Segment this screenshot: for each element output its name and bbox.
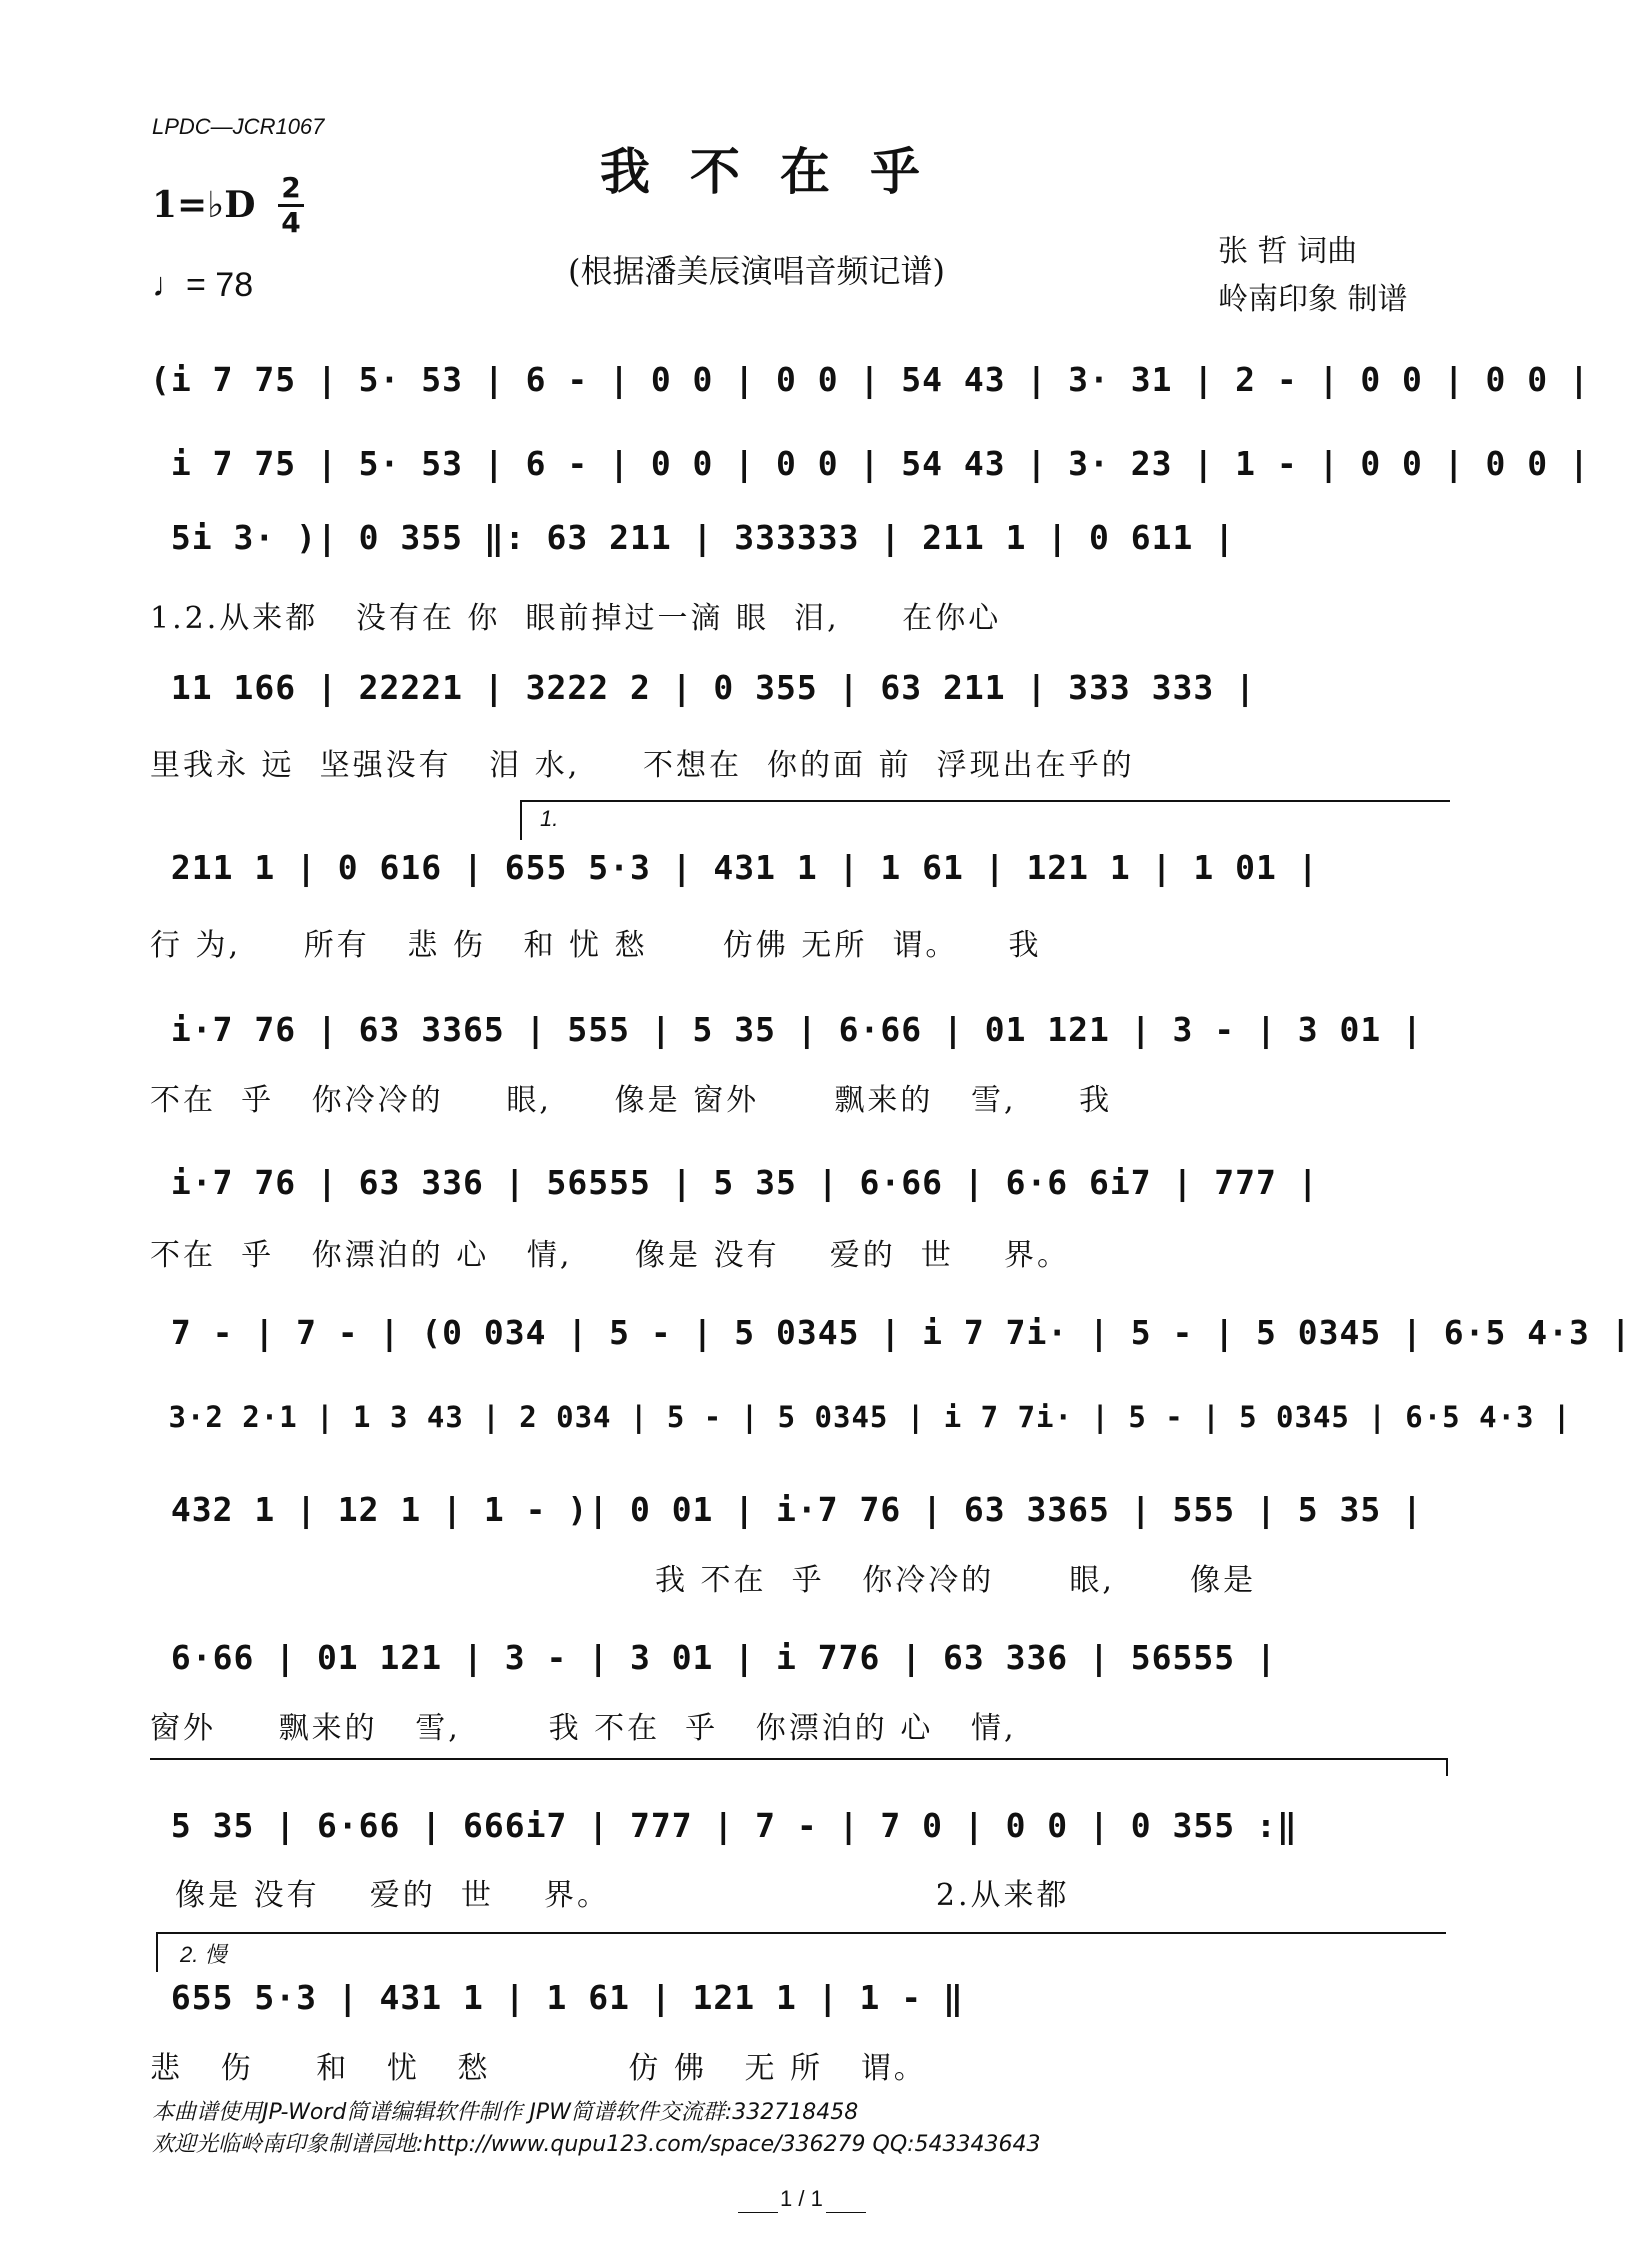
- staff-row-9: 3·2 2·1 | 1 3 43 | 2 034 | 5 - | 5 0345 | i 7 7i· | 5 - | 5 0345 | 6·5 4·3 |: [150, 1400, 1572, 1434]
- time-signature-top: 2: [281, 171, 301, 204]
- staff-row-3: 5i 3· )| 0 355 ‖: 63 211 | 333333 | 211 1 | 0 611 |: [150, 518, 1236, 557]
- page-number: 1 / 1: [780, 2186, 823, 2211]
- lyric-row-4: 里我永 远 坚强没有 泪 水, 不想在 你的面 前 浮现出在乎的: [150, 748, 1135, 783]
- second-ending-label: 2. 慢: [180, 1942, 227, 1967]
- lyric-row-3: 1.2.从来都 没有在 你 眼前掉过一滴 眼 泪, 在你心: [150, 601, 1002, 636]
- footer-software-note: 本曲谱使用JP-Word简谱编辑软件制作 JPW简谱软件交流群:332718458: [152, 2100, 859, 2125]
- lyric-row-6: 不在 乎 你冷冷的 眼, 像是 窗外 飘来的 雪, 我: [150, 1083, 1113, 1118]
- arranger-credit: 岭南印象 制谱: [1218, 282, 1408, 317]
- second-ending-bracket: [156, 1932, 1446, 1934]
- staff-row-4: 11 166 | 22221 | 3222 2 | 0 355 | 63 211 | 333 333 |: [150, 668, 1256, 707]
- lyric-row-7: 不在 乎 你漂泊的 心 情, 像是 没有 爱的 世 界。: [150, 1238, 1070, 1273]
- staff-row-12: 5 35 | 6·66 | 666i7 | 777 | 7 - | 7 0 | 0 0 | 0 355 :‖: [150, 1806, 1298, 1845]
- page-rule-right: [826, 2212, 866, 2213]
- staff-row-1: (i 7 75 | 5· 53 | 6 - | 0 0 | 0 0 | 54 43 | 3· 31 | 2 - | 0 0 | 0 0 |: [150, 360, 1590, 399]
- score-code: LPDC—JCR1067: [152, 114, 325, 139]
- staff-row-10: 432 1 | 12 1 | 1 - )| 0 01 | i·7 76 | 63 3365 | 555 | 5 35 |: [150, 1490, 1423, 1529]
- first-ending-label: 1.: [540, 806, 559, 831]
- subtitle: (根据潘美辰演唱音频记谱): [568, 252, 945, 290]
- first-ending-bracket-end-tick: [1446, 1758, 1448, 1776]
- staff-row-13: 655 5·3 | 431 1 | 1 61 | 121 1 | 1 - ‖: [150, 1978, 964, 2017]
- first-ending-bracket-continued: [150, 1758, 1446, 1760]
- time-signature: [278, 171, 304, 239]
- time-signature-bottom: 4: [281, 206, 301, 239]
- key-signature: 1=♭D: [152, 184, 256, 226]
- first-ending-bracket-tick: [520, 800, 522, 840]
- second-ending-bracket-tick: [156, 1932, 158, 1972]
- staff-row-7: i·7 76 | 63 336 | 56555 | 5 35 | 6·66 | 6·6 6i7 | 777 |: [150, 1163, 1319, 1202]
- staff-row-11: 6·66 | 01 121 | 3 - | 3 01 | i 776 | 63 336 | 56555 |: [150, 1638, 1277, 1677]
- staff-row-2: i 7 75 | 5· 53 | 6 - | 0 0 | 0 0 | 54 43 | 3· 23 | 1 - | 0 0 | 0 0 |: [150, 444, 1590, 483]
- page-rule-left: [738, 2212, 778, 2213]
- footer-website-note: 欢迎光临岭南印象制谱园地:http://www.qupu123.com/space/336279 QQ:543343643: [152, 2132, 1041, 2157]
- staff-row-5: 211 1 | 0 616 | 655 5·3 | 431 1 | 1 61 | 121 1 | 1 01 |: [150, 848, 1319, 887]
- lyric-row-10: 我 不在 乎 你冷冷的 眼, 像是: [655, 1563, 1257, 1598]
- tempo-marking: ♩= 78: [152, 266, 254, 304]
- first-ending-bracket: [520, 800, 1450, 802]
- lyric-row-11: 窗外 飘来的 雪, 我 不在 乎 你漂泊的 心 情,: [150, 1711, 1017, 1746]
- lyric-row-13: 悲 伤 和 忧 愁 仿 佛 无 所 谓。: [150, 2051, 927, 2086]
- staff-row-6: i·7 76 | 63 3365 | 555 | 5 35 | 6·66 | 01 121 | 3 - | 3 01 |: [150, 1010, 1423, 1049]
- lyric-row-5: 行 为, 所有 悲 伤 和 忧 愁 仿佛 无所 谓。 我: [150, 928, 1042, 963]
- staff-row-8: 7 - | 7 - | (0 034 | 5 - | 5 0345 | i 7 7i· | 5 - | 5 0345 | 6·5 4·3 |: [150, 1313, 1632, 1352]
- song-title: 我不在乎: [600, 142, 960, 201]
- composer-credit: 张 哲 词曲: [1218, 234, 1358, 269]
- lyric-row-12: 像是 没有 爱的 世 界。 2.从来都: [150, 1878, 1070, 1913]
